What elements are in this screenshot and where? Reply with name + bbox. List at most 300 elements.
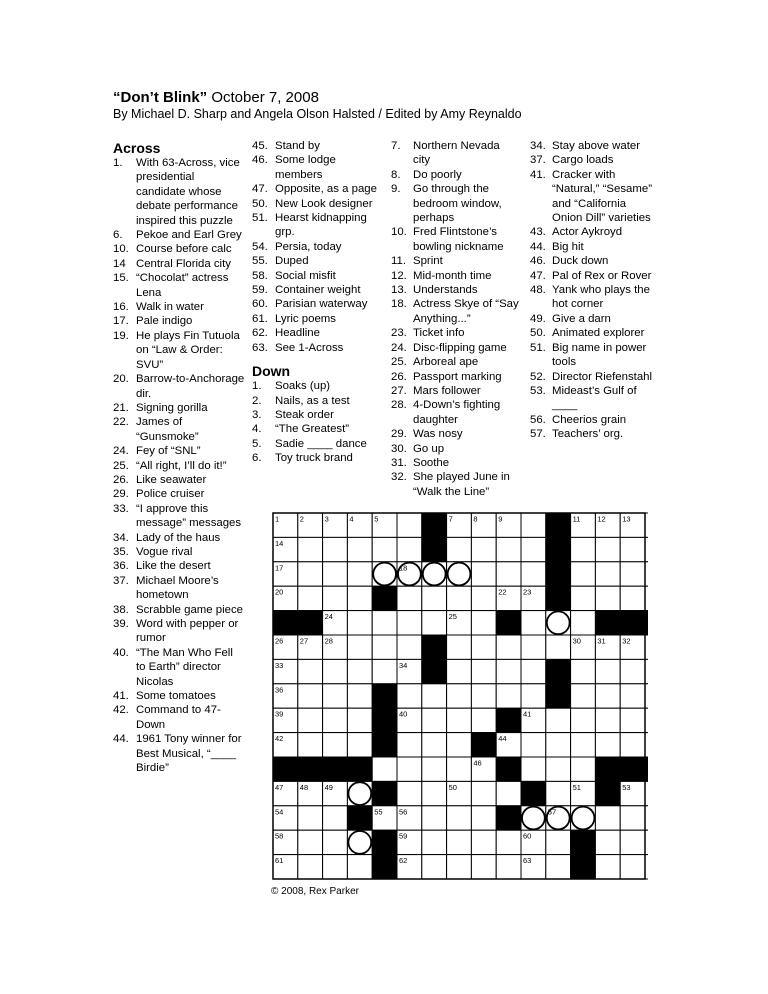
clue-number: 46. bbox=[530, 255, 546, 268]
across-clue[interactable] bbox=[113, 271, 245, 300]
down-clue[interactable] bbox=[530, 269, 655, 283]
across-clue[interactable] bbox=[113, 156, 245, 228]
grid-cell[interactable] bbox=[471, 537, 496, 561]
grid-cell[interactable] bbox=[323, 537, 348, 561]
grid-cell[interactable] bbox=[422, 757, 447, 781]
across-clue[interactable] bbox=[113, 617, 245, 646]
grid-cell[interactable] bbox=[347, 586, 372, 610]
clue-text: Social misfit bbox=[275, 269, 336, 282]
grid-cell[interactable] bbox=[471, 659, 496, 683]
grid-cell[interactable] bbox=[521, 611, 546, 635]
grid-cell[interactable] bbox=[595, 562, 620, 586]
down-clue[interactable] bbox=[391, 370, 519, 384]
grid-cell[interactable] bbox=[546, 855, 571, 879]
grid-cell[interactable] bbox=[397, 757, 422, 781]
grid-number: 7 bbox=[448, 514, 453, 524]
grid-cell[interactable] bbox=[298, 562, 323, 586]
across-clue[interactable] bbox=[113, 531, 245, 545]
grid-cell[interactable] bbox=[521, 562, 546, 586]
down-clue[interactable] bbox=[391, 442, 519, 456]
down-clue[interactable] bbox=[391, 355, 519, 369]
clue-text: Actress Skye of “Say Anything...” bbox=[413, 298, 519, 325]
clue-number: 17. bbox=[113, 315, 129, 328]
grid-cell[interactable] bbox=[620, 830, 645, 854]
across-clue[interactable] bbox=[113, 689, 245, 703]
grid-cell[interactable] bbox=[620, 659, 645, 683]
grid-cell[interactable] bbox=[298, 659, 323, 683]
grid-cell[interactable] bbox=[571, 684, 596, 708]
grid-cell[interactable] bbox=[595, 684, 620, 708]
clue-text: Lady of the haus bbox=[136, 531, 221, 544]
clue-number: 50. bbox=[252, 197, 268, 210]
grid-cell[interactable] bbox=[471, 781, 496, 805]
grid-cell[interactable] bbox=[447, 586, 472, 610]
clue-number: 59. bbox=[252, 284, 268, 297]
grid-number: 36 bbox=[275, 685, 284, 695]
down-clue[interactable] bbox=[391, 427, 519, 441]
across-clue[interactable] bbox=[252, 326, 382, 340]
across-clue[interactable] bbox=[113, 372, 245, 401]
across-clue[interactable] bbox=[252, 297, 382, 311]
across-clue[interactable] bbox=[113, 732, 245, 775]
grid-cell[interactable] bbox=[447, 659, 472, 683]
across-clue[interactable] bbox=[252, 211, 382, 240]
clue-text: Animated explorer bbox=[552, 327, 645, 340]
grid-number: 59 bbox=[399, 831, 408, 841]
grid-cell[interactable] bbox=[347, 659, 372, 683]
grid-cell[interactable] bbox=[521, 733, 546, 757]
across-clue[interactable] bbox=[113, 703, 245, 732]
grid-number: 18 bbox=[399, 563, 408, 573]
across-clue[interactable] bbox=[252, 283, 382, 297]
clue-text: Signing gorilla bbox=[136, 401, 208, 414]
grid-cell[interactable] bbox=[571, 708, 596, 732]
grid-cell[interactable] bbox=[298, 586, 323, 610]
across-clue[interactable] bbox=[252, 269, 382, 283]
grid-cell[interactable] bbox=[471, 635, 496, 659]
across-clue[interactable] bbox=[113, 545, 245, 559]
grid-block bbox=[422, 635, 447, 659]
down-clue[interactable] bbox=[391, 182, 519, 225]
down-clue[interactable] bbox=[530, 384, 655, 413]
down-clues-part-1 bbox=[252, 379, 382, 465]
grid-cell[interactable] bbox=[298, 733, 323, 757]
grid-cell[interactable] bbox=[496, 855, 521, 879]
grid-block bbox=[620, 757, 645, 781]
down-clue[interactable] bbox=[530, 370, 655, 384]
grid-cell[interactable] bbox=[323, 806, 348, 830]
grid-cell[interactable] bbox=[571, 757, 596, 781]
grid-block bbox=[422, 513, 447, 537]
clue-column-1 bbox=[113, 140, 245, 775]
down-clue[interactable] bbox=[252, 422, 382, 436]
across-clue[interactable] bbox=[252, 254, 382, 268]
grid-cell[interactable] bbox=[496, 562, 521, 586]
grid-cell[interactable] bbox=[347, 733, 372, 757]
grid-cell[interactable] bbox=[595, 659, 620, 683]
grid-block bbox=[372, 733, 397, 757]
down-clue[interactable] bbox=[391, 341, 519, 355]
grid-cell[interactable] bbox=[372, 537, 397, 561]
grid-cell[interactable] bbox=[397, 635, 422, 659]
clue-number: 57. bbox=[530, 428, 546, 441]
grid-cell[interactable] bbox=[323, 684, 348, 708]
grid-cell[interactable] bbox=[571, 733, 596, 757]
grid-cell[interactable] bbox=[422, 781, 447, 805]
grid-number: 61 bbox=[275, 856, 284, 866]
clue-number: 49. bbox=[530, 312, 546, 325]
grid-number: 17 bbox=[275, 563, 284, 573]
across-clue[interactable] bbox=[113, 459, 245, 473]
grid-cell[interactable] bbox=[397, 733, 422, 757]
down-clue[interactable] bbox=[391, 398, 519, 427]
clue-number: 26. bbox=[391, 370, 407, 383]
grid-number: 54 bbox=[275, 807, 284, 817]
grid-cell[interactable] bbox=[323, 659, 348, 683]
clue-number: 37. bbox=[113, 574, 129, 587]
clue-text: Duck down bbox=[552, 255, 609, 268]
grid-block bbox=[372, 684, 397, 708]
grid-cell[interactable] bbox=[471, 830, 496, 854]
grid-number: 53 bbox=[622, 782, 631, 792]
across-clue[interactable] bbox=[252, 182, 382, 196]
grid-cell[interactable] bbox=[471, 855, 496, 879]
down-clue[interactable] bbox=[391, 470, 519, 499]
grid-cell[interactable] bbox=[447, 855, 472, 879]
across-clue[interactable] bbox=[113, 329, 245, 372]
clue-number: 55. bbox=[252, 255, 268, 268]
clue-text: Mid-month time bbox=[413, 269, 492, 282]
grid-number: 8 bbox=[473, 514, 478, 524]
grid-cell[interactable] bbox=[298, 806, 323, 830]
clue-text: Director Riefenstahl bbox=[552, 370, 653, 383]
clue-number: 12. bbox=[391, 269, 407, 282]
grid-cell[interactable] bbox=[595, 806, 620, 830]
grid-block bbox=[323, 757, 348, 781]
clue-number: 13. bbox=[391, 284, 407, 297]
clue-number: 9. bbox=[391, 183, 401, 196]
clue-text: Parisian waterway bbox=[275, 298, 368, 311]
grid-cell[interactable] bbox=[471, 806, 496, 830]
grid-cell[interactable] bbox=[397, 537, 422, 561]
grid-cell[interactable] bbox=[595, 733, 620, 757]
grid-cell[interactable] bbox=[323, 562, 348, 586]
grid-cell[interactable] bbox=[471, 708, 496, 732]
grid-block bbox=[471, 733, 496, 757]
grid-cell[interactable] bbox=[521, 537, 546, 561]
grid-number: 44 bbox=[498, 734, 507, 744]
grid-cell[interactable] bbox=[347, 708, 372, 732]
grid-number: 5 bbox=[374, 514, 379, 524]
down-clue[interactable] bbox=[391, 225, 519, 254]
across-clue[interactable] bbox=[252, 312, 382, 326]
grid-cell[interactable] bbox=[422, 684, 447, 708]
across-clue[interactable] bbox=[113, 257, 245, 271]
down-clue[interactable] bbox=[530, 413, 655, 427]
grid-block bbox=[372, 708, 397, 732]
grid-cell[interactable] bbox=[496, 537, 521, 561]
down-clue[interactable] bbox=[391, 254, 519, 268]
grid-cell[interactable] bbox=[347, 537, 372, 561]
clue-text: He plays Fin Tutuola on “Law & Order: SVU” bbox=[136, 329, 240, 371]
grid-cell[interactable] bbox=[323, 708, 348, 732]
clue-number: 44. bbox=[530, 240, 546, 253]
grid-cell[interactable] bbox=[347, 562, 372, 586]
grid-number: 30 bbox=[572, 636, 581, 646]
clue-text: Pal of Rex or Rover bbox=[552, 269, 652, 282]
down-clue[interactable] bbox=[252, 451, 382, 465]
grid-cell[interactable] bbox=[422, 586, 447, 610]
clue-text: Police cruiser bbox=[136, 488, 205, 501]
across-clue[interactable] bbox=[113, 603, 245, 617]
grid-cell[interactable] bbox=[496, 781, 521, 805]
across-clue[interactable] bbox=[113, 228, 245, 242]
down-clue[interactable] bbox=[391, 456, 519, 470]
across-clue[interactable] bbox=[113, 300, 245, 314]
clue-number: 56. bbox=[530, 413, 546, 426]
grid-cell[interactable] bbox=[397, 684, 422, 708]
grid-cell[interactable] bbox=[422, 708, 447, 732]
down-clue[interactable] bbox=[530, 240, 655, 254]
grid-cell[interactable] bbox=[620, 684, 645, 708]
down-clue[interactable] bbox=[391, 297, 519, 326]
clue-text: Sadie ____ dance bbox=[275, 437, 367, 450]
grid-cell[interactable] bbox=[571, 659, 596, 683]
clue-number: 29. bbox=[391, 428, 407, 441]
grid-cell[interactable] bbox=[372, 635, 397, 659]
across-clue[interactable] bbox=[113, 415, 245, 444]
down-clue[interactable] bbox=[391, 326, 519, 340]
clue-number: 35. bbox=[113, 545, 129, 558]
clue-number: 27. bbox=[391, 384, 407, 397]
grid-number: 49 bbox=[324, 782, 333, 792]
grid-cell[interactable] bbox=[397, 513, 422, 537]
grid-cell[interactable] bbox=[298, 684, 323, 708]
clue-text: Some lodge members bbox=[275, 154, 336, 181]
clue-text: James of “Gunsmoke” bbox=[136, 416, 199, 443]
copyright: © 2008, Rex Parker bbox=[271, 886, 359, 897]
grid-cell[interactable] bbox=[571, 586, 596, 610]
clue-number: 34. bbox=[113, 531, 129, 544]
grid-cell[interactable] bbox=[323, 855, 348, 879]
grid-number: 2 bbox=[299, 514, 304, 524]
grid-cell[interactable] bbox=[397, 586, 422, 610]
grid-block bbox=[546, 586, 571, 610]
grid-cell[interactable] bbox=[471, 611, 496, 635]
clue-number: 53. bbox=[530, 384, 546, 397]
grid-cell[interactable] bbox=[471, 684, 496, 708]
grid-cell[interactable] bbox=[546, 733, 571, 757]
grid-cell[interactable] bbox=[496, 659, 521, 683]
clue-number: 23. bbox=[391, 327, 407, 340]
across-clue[interactable] bbox=[113, 473, 245, 487]
down-clue[interactable] bbox=[252, 437, 382, 451]
grid-cell[interactable] bbox=[521, 684, 546, 708]
grid-cell[interactable] bbox=[447, 806, 472, 830]
grid-block bbox=[546, 513, 571, 537]
grid-cell[interactable] bbox=[521, 513, 546, 537]
grid-block bbox=[620, 611, 645, 635]
grid-cell[interactable] bbox=[620, 708, 645, 732]
clue-text: Pekoe and Earl Grey bbox=[136, 229, 242, 242]
grid-cell[interactable] bbox=[496, 635, 521, 659]
across-clue[interactable] bbox=[252, 153, 382, 182]
grid-cell[interactable] bbox=[422, 855, 447, 879]
across-clue[interactable] bbox=[113, 559, 245, 573]
down-clue[interactable] bbox=[530, 254, 655, 268]
grid-cell[interactable] bbox=[620, 733, 645, 757]
down-clue[interactable] bbox=[391, 384, 519, 398]
grid-cell[interactable] bbox=[546, 830, 571, 854]
grid-cell[interactable] bbox=[298, 830, 323, 854]
grid-block bbox=[546, 659, 571, 683]
clue-number: 54. bbox=[252, 240, 268, 253]
grid-cell[interactable] bbox=[447, 757, 472, 781]
grid-cell[interactable] bbox=[347, 611, 372, 635]
grid-number: 32 bbox=[622, 636, 631, 646]
grid-cell[interactable] bbox=[471, 586, 496, 610]
grid-cell[interactable] bbox=[546, 635, 571, 659]
grid-cell[interactable] bbox=[447, 537, 472, 561]
across-clue[interactable] bbox=[113, 401, 245, 415]
grid-cell[interactable] bbox=[323, 733, 348, 757]
across-clue[interactable] bbox=[113, 444, 245, 458]
clue-text: Sprint bbox=[413, 255, 443, 268]
grid-number: 3 bbox=[324, 514, 329, 524]
clue-number: 21. bbox=[113, 401, 129, 414]
clue-number: 51. bbox=[530, 341, 546, 354]
across-clue[interactable] bbox=[113, 646, 245, 689]
grid-cell[interactable] bbox=[595, 708, 620, 732]
down-clue[interactable] bbox=[391, 168, 519, 182]
clue-number: 36. bbox=[113, 560, 129, 573]
down-clue[interactable] bbox=[530, 283, 655, 312]
grid-cell[interactable] bbox=[422, 806, 447, 830]
grid-cell[interactable] bbox=[422, 611, 447, 635]
grid-cell[interactable] bbox=[571, 611, 596, 635]
grid-cell[interactable] bbox=[595, 586, 620, 610]
grid-cell[interactable] bbox=[372, 659, 397, 683]
grid-cell[interactable] bbox=[521, 635, 546, 659]
clue-number: 26. bbox=[113, 473, 129, 486]
down-clue[interactable] bbox=[252, 394, 382, 408]
grid-cell[interactable] bbox=[298, 855, 323, 879]
grid-cell[interactable] bbox=[620, 855, 645, 879]
grid-block bbox=[372, 781, 397, 805]
grid-number: 40 bbox=[399, 709, 408, 719]
down-clue[interactable] bbox=[530, 168, 655, 226]
grid-cell[interactable] bbox=[422, 733, 447, 757]
clue-text: Cracker with “Natural,” “Sesame” and “California Onion Dill” varieties bbox=[552, 168, 653, 225]
down-clue[interactable] bbox=[530, 427, 655, 441]
clue-text: Give a darn bbox=[552, 312, 611, 325]
clue-text: Understands bbox=[413, 284, 478, 297]
grid-cell[interactable] bbox=[546, 708, 571, 732]
across-clue[interactable] bbox=[252, 197, 382, 211]
clue-text: Word with pepper or rumor bbox=[136, 618, 239, 645]
clue-number: 44. bbox=[113, 733, 129, 746]
grid-cell[interactable] bbox=[571, 537, 596, 561]
down-clue[interactable] bbox=[252, 379, 382, 393]
grid-cell[interactable] bbox=[372, 757, 397, 781]
grid-cell[interactable] bbox=[397, 781, 422, 805]
grid-cell[interactable] bbox=[298, 537, 323, 561]
down-clue[interactable] bbox=[391, 283, 519, 297]
clue-text: Cargo loads bbox=[552, 154, 614, 167]
grid-cell[interactable] bbox=[620, 586, 645, 610]
down-clue[interactable] bbox=[530, 225, 655, 239]
grid-cell[interactable] bbox=[372, 611, 397, 635]
down-clue[interactable] bbox=[252, 408, 382, 422]
across-clue[interactable] bbox=[113, 502, 245, 531]
grid-cell[interactable] bbox=[347, 635, 372, 659]
across-clue[interactable] bbox=[113, 487, 245, 501]
grid-cell[interactable] bbox=[496, 830, 521, 854]
grid-cell[interactable] bbox=[595, 855, 620, 879]
grid-number: 11 bbox=[572, 514, 581, 524]
grid-cell[interactable] bbox=[323, 586, 348, 610]
clue-number: 6. bbox=[252, 452, 262, 465]
puzzle-date: October 7, 2008 bbox=[211, 89, 319, 106]
across-clue[interactable] bbox=[252, 341, 382, 355]
grid-cell[interactable] bbox=[546, 781, 571, 805]
grid-cell[interactable] bbox=[447, 635, 472, 659]
clue-text: Headline bbox=[275, 327, 320, 340]
across-clue[interactable] bbox=[113, 314, 245, 328]
grid-cell[interactable] bbox=[447, 733, 472, 757]
grid-cell[interactable] bbox=[298, 708, 323, 732]
grid-cell[interactable] bbox=[620, 537, 645, 561]
down-clue[interactable] bbox=[530, 139, 655, 153]
grid-cell[interactable] bbox=[422, 830, 447, 854]
down-clue[interactable] bbox=[391, 269, 519, 283]
grid-cell[interactable] bbox=[471, 562, 496, 586]
grid-block bbox=[595, 611, 620, 635]
down-clue[interactable] bbox=[530, 326, 655, 340]
across-clue[interactable] bbox=[252, 139, 382, 153]
grid-cell[interactable] bbox=[347, 855, 372, 879]
grid-cell[interactable] bbox=[323, 830, 348, 854]
down-clue[interactable] bbox=[530, 341, 655, 370]
down-clue[interactable] bbox=[530, 312, 655, 326]
grid-cell[interactable] bbox=[521, 659, 546, 683]
clue-number: 48. bbox=[530, 284, 546, 297]
crossword-grid[interactable] bbox=[272, 512, 648, 886]
down-clue[interactable] bbox=[530, 153, 655, 167]
grid-cell[interactable] bbox=[447, 708, 472, 732]
across-clue[interactable] bbox=[113, 574, 245, 603]
grid-cell[interactable] bbox=[496, 684, 521, 708]
grid-cell[interactable] bbox=[397, 611, 422, 635]
grid-cell[interactable] bbox=[595, 830, 620, 854]
grid-cell[interactable] bbox=[620, 562, 645, 586]
clue-number: 43. bbox=[530, 226, 546, 239]
grid-cell[interactable] bbox=[546, 757, 571, 781]
across-clue[interactable] bbox=[252, 240, 382, 254]
grid-cell[interactable] bbox=[447, 830, 472, 854]
grid-cell[interactable] bbox=[521, 757, 546, 781]
grid-cell[interactable] bbox=[347, 684, 372, 708]
grid-cell[interactable] bbox=[620, 806, 645, 830]
across-clue[interactable] bbox=[113, 242, 245, 256]
grid-cell[interactable] bbox=[447, 684, 472, 708]
down-clue[interactable] bbox=[391, 139, 519, 168]
clue-text: “The Greatest” bbox=[275, 423, 350, 436]
grid-block bbox=[496, 708, 521, 732]
grid-cell[interactable] bbox=[571, 562, 596, 586]
clue-text: Stand by bbox=[275, 140, 320, 152]
grid-cell[interactable] bbox=[595, 537, 620, 561]
